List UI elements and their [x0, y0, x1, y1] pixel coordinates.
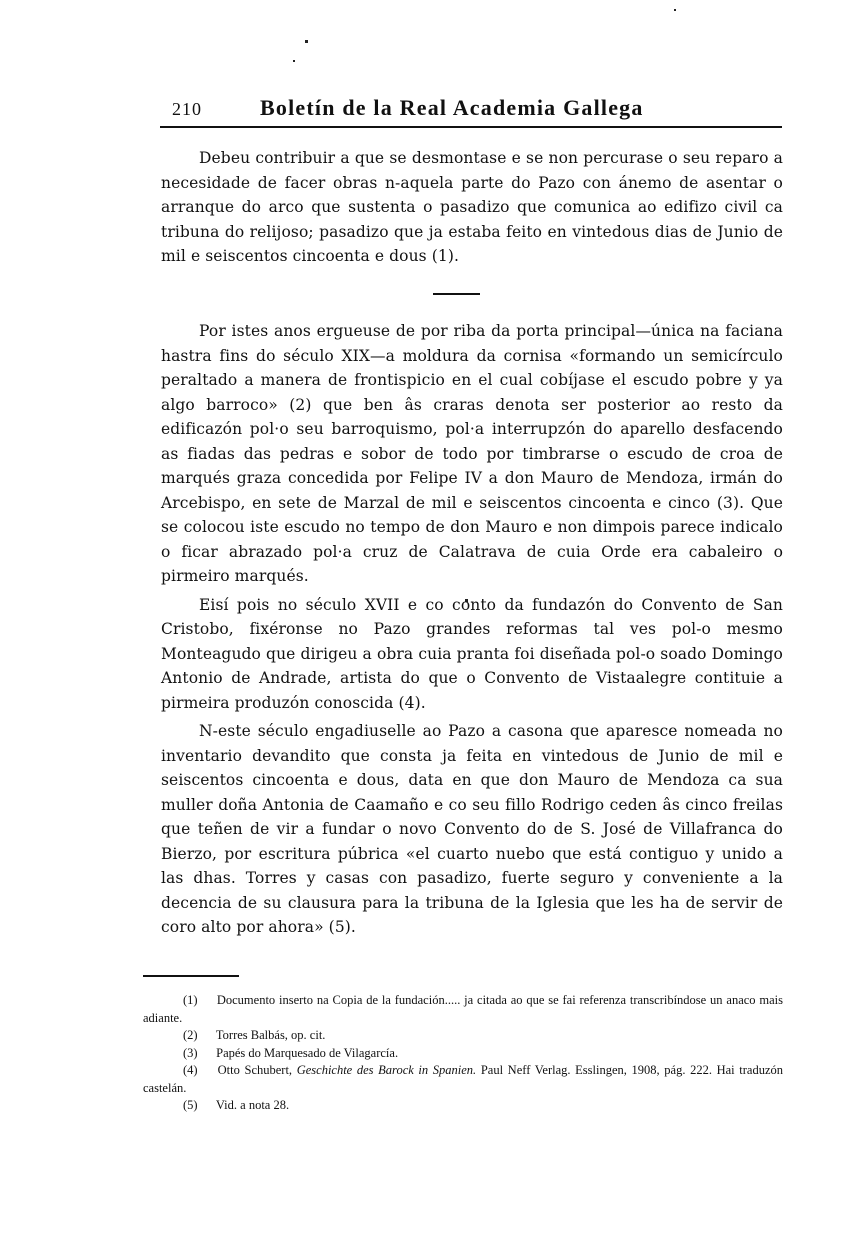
- footnote-book-title: Geschichte des Barock in Spanien.: [296, 1063, 477, 1077]
- footnote-rule: [143, 975, 239, 977]
- paragraph: Eisí pois no século XVII e co conto da fundazón do Convento de San Cristobo, fixéronse no Pazo grandes reformas tal ves pol-o mesmo Monteagudo que dirigeu a obra cuia pranta foi diseñada pol-o soado Domingo Antonio de Andrade, artista do que o Convento de Vistaalegre contituie a pirmeira produzón conoscida (4).: [161, 595, 783, 712]
- paragraph: Debeu contribuir a que se desmontase e se non percurase o seu reparo a necesidade de facer obras n-aquela parte do Pazo con ánemo de asentar o arranque do arco que sustenta o pasadizo que comunica ao edifizo civil ca tribuna do relijoso; pasadizo que ja estaba feito en vintedous dias de Junio de mil e seiscentos cincoenta e dous (1).: [161, 149, 783, 265]
- footnote-text: Documento inserto na Copia de la fundación..... ja citada ao que se fai referenza transcribíndose un anaco mais adiante.: [143, 993, 783, 1025]
- body-section-2: [161, 319, 783, 940]
- footnote-number: (2): [183, 1028, 198, 1042]
- footnote-text: Torres Balbás, op. cit.: [215, 1028, 326, 1042]
- footnote-number: (4): [183, 1063, 198, 1077]
- footnote-text: Vid. a nota 28.: [215, 1098, 290, 1112]
- scan-speck: [293, 60, 295, 62]
- page-header: [160, 95, 782, 125]
- header-rule: [160, 126, 782, 128]
- footnote: [143, 1045, 783, 1063]
- body-section-1: [161, 146, 783, 269]
- footnotes: [143, 992, 783, 1115]
- footnote: [143, 992, 783, 1027]
- footnote-text: Otto Schubert,: [217, 1063, 297, 1077]
- paragraph: Por istes anos ergueuse de por riba da porta principal—única na faciana hastra fins do século XIX—a moldura da cornisa «formando un semicírculo peraltado a manera de frontispicio en el cual cobíjase el escudo pobre y ya algo barroco» (2) que ben âs craras denota ser posterior ao resto da edificazón pol·o seu barroquismo, pol·a interrupzón do aparello desfacendo as fiadas das pedras e sobor de todo por timbrarse o escudo de croa de marqués graza concedida por Felipe IV a don Mauro de Mendoza, irmán do Arcebispo, en sete de Marzal de mil e seiscentos cincoenta e cinco (3). Que se colocou iste escudo no tempo de don Mauro e non dimpois parece indicalo o ficar abrazado pol·a cruz de Calatrava de cuia Orde era cabaleiro o pirmeiro marqués.: [161, 322, 783, 585]
- footnote-number: (1): [183, 993, 198, 1007]
- footnote-text: Papés do Marquesado de Vilagarcía.: [216, 1045, 399, 1060]
- footnote-number: (5): [183, 1098, 198, 1112]
- footnote: [143, 1097, 783, 1115]
- footnote: [143, 1062, 783, 1097]
- page-number: 210: [172, 99, 202, 119]
- scan-speck: [674, 9, 676, 11]
- footnote-text: Paul Neff Verlag. Esslingen, 1908, pág. 222. Hai traduzón castelán.: [143, 1063, 783, 1095]
- section-separator: [433, 293, 480, 295]
- footnote-number: (3): [183, 1045, 198, 1060]
- footnote: [143, 1027, 783, 1045]
- journal-title: Boletín de la Real Academia Gallega: [260, 95, 644, 120]
- scan-speck: [305, 40, 308, 43]
- paragraph: N-este século engadiuselle ao Pazo a casona que aparesce nomeada no inventario devandito que consta ja feita en vintedous de Junio de mil e seiscentos cincoenta e dous, data en que don Mauro de Mendoza ca sua muller doña Antonia de Caamaño e co seu fillo Rodrigo ceden âs cinco freilas que teñen de vir a fundar o novo Convento do de S. José de Villafranca do Bierzo, por escritura púbrica «el cuarto nuebo que está contiguo y unido a las dhas. Torres y casas con pasadizo, fuerte seguro y conveniente a la decencia de su clausura para la tribuna de la Iglesia que les ha de servir de coro alto por ahora» (5).: [161, 722, 783, 936]
